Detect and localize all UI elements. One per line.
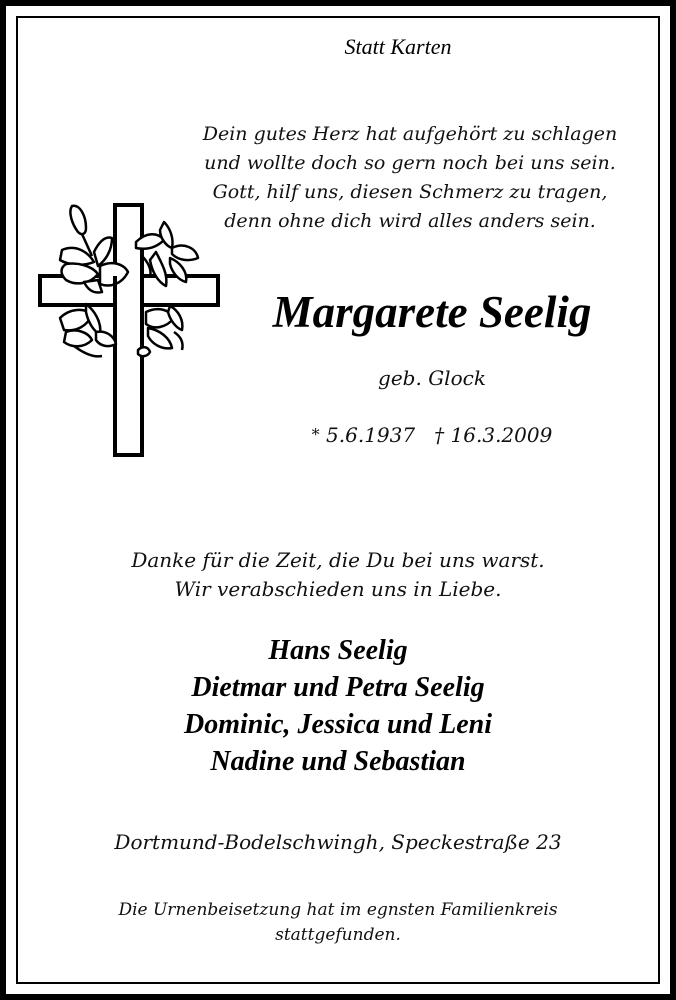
note-line: Die Urnenbeisetzung hat im egnsten Familienkreis: [118, 900, 558, 920]
deceased-name: Margarete Seelig: [272, 287, 592, 337]
verse-line: denn ohne dich wird alles anders sein.: [224, 210, 596, 232]
maiden-name: geb. Glock: [378, 366, 486, 390]
memorial-verse: [150, 120, 670, 236]
thanks-message: [0, 546, 676, 604]
thanks-line: Wir verabschieden uns in Liebe.: [174, 577, 502, 601]
family-member: Dominic, Jessica und Leni: [183, 709, 492, 740]
burial-note: [0, 898, 676, 948]
death-cross-icon: †: [434, 423, 445, 447]
notice-header: Statt Karten: [344, 34, 452, 59]
verse-line: und wollte doch so gern noch bei uns sein.: [204, 152, 616, 174]
family-member: Dietmar und Petra Seelig: [191, 672, 485, 703]
family-member: Nadine und Sebastian: [210, 746, 466, 777]
thanks-line: Danke für die Zeit, die Du bei uns warst.: [131, 548, 545, 572]
note-line: stattgefunden.: [275, 925, 401, 945]
family-member: Hans Seelig: [268, 635, 408, 666]
cross-with-lilies-icon: [36, 200, 226, 462]
birth-star-icon: *: [311, 425, 320, 444]
birth-date: 5.6.1937: [326, 423, 416, 447]
life-dates: [236, 423, 628, 447]
verse-line: Gott, hilf uns, diesen Schmerz zu tragen,: [212, 181, 608, 203]
address: Dortmund-Bodelschwingh, Speckestraße 23: [114, 830, 562, 854]
death-date: 16.3.2009: [450, 423, 553, 447]
verse-line: Dein gutes Herz hat aufgehört zu schlagen: [202, 123, 618, 145]
family-list: [0, 632, 676, 780]
